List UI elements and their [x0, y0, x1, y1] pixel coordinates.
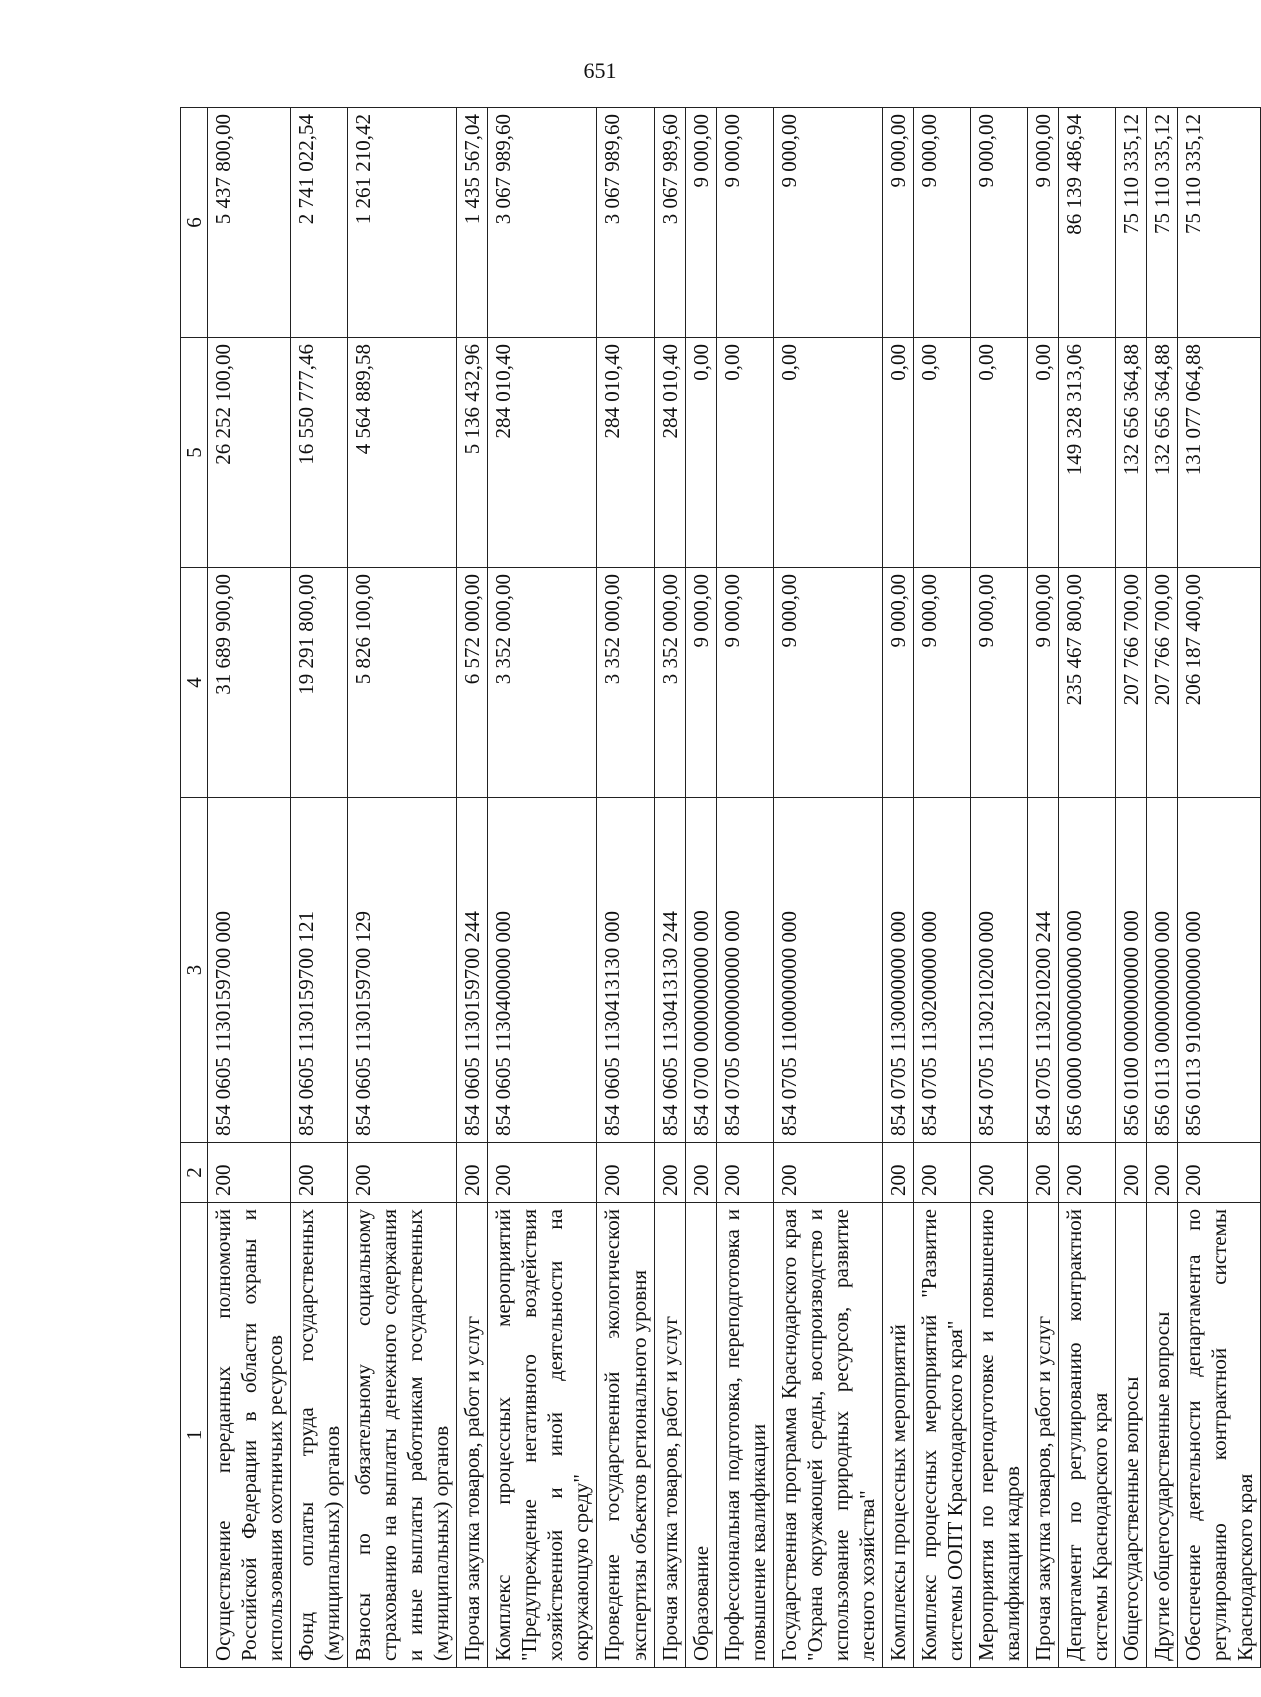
table-body — [208, 108, 1261, 1668]
row-value-6: 86 139 486,94 — [1058, 108, 1115, 338]
row-value-5: 16 550 777,46 — [291, 338, 348, 568]
row-code: 200 — [773, 1143, 882, 1203]
table-row — [773, 108, 882, 1668]
table-row — [1147, 108, 1178, 1668]
table-row — [488, 108, 597, 1668]
table-row — [1116, 108, 1147, 1668]
row-budget-code: 854 0605 1130159700 244 — [457, 798, 488, 1143]
row-budget-code: 854 0705 1130210200 000 — [970, 798, 1027, 1143]
row-value-5: 0,00 — [913, 338, 970, 568]
row-name: Прочая закупка товаров, работ и услуг — [457, 1203, 488, 1668]
row-value-6: 9 000,00 — [685, 108, 716, 338]
row-value-5: 132 656 364,88 — [1116, 338, 1147, 568]
row-value-4: 9 000,00 — [913, 568, 970, 798]
row-budget-code: 854 0700 0000000000 000 — [685, 798, 716, 1143]
row-code: 200 — [348, 1143, 457, 1203]
row-value-6: 3 067 989,60 — [654, 108, 685, 338]
row-budget-code: 856 0000 0000000000 000 — [1058, 798, 1115, 1143]
row-value-6: 1 261 210,42 — [348, 108, 457, 338]
row-value-4: 207 766 700,00 — [1147, 568, 1178, 798]
row-value-5: 131 077 064,88 — [1178, 338, 1261, 568]
row-budget-code: 856 0113 0000000000 000 — [1147, 798, 1178, 1143]
row-budget-code: 854 0705 1130210200 244 — [1027, 798, 1058, 1143]
row-budget-code: 854 0605 1130413130 000 — [597, 798, 654, 1143]
table-row — [654, 108, 685, 1668]
row-code: 200 — [716, 1143, 773, 1203]
row-value-4: 235 467 800,00 — [1058, 568, 1115, 798]
row-code: 200 — [913, 1143, 970, 1203]
column-header: 3 — [181, 798, 208, 1143]
row-value-5: 4 564 889,58 — [348, 338, 457, 568]
row-code: 200 — [1027, 1143, 1058, 1203]
row-code: 200 — [1116, 1143, 1147, 1203]
row-code: 200 — [685, 1143, 716, 1203]
row-code: 200 — [970, 1143, 1027, 1203]
row-budget-code: 854 0605 1130159700 129 — [348, 798, 457, 1143]
table-row — [291, 108, 348, 1668]
row-budget-code: 854 0605 1130413130 244 — [654, 798, 685, 1143]
row-value-6: 1 435 567,04 — [457, 108, 488, 338]
row-code: 200 — [488, 1143, 597, 1203]
row-value-5: 149 328 313,06 — [1058, 338, 1115, 568]
row-code: 200 — [597, 1143, 654, 1203]
row-value-6: 75 110 335,12 — [1178, 108, 1261, 338]
column-header: 5 — [181, 338, 208, 568]
row-value-5: 26 252 100,00 — [208, 338, 291, 568]
row-value-5: 284 010,40 — [597, 338, 654, 568]
column-header: 2 — [181, 1143, 208, 1203]
row-value-4: 5 826 100,00 — [348, 568, 457, 798]
row-code: 200 — [654, 1143, 685, 1203]
row-value-6: 2 741 022,54 — [291, 108, 348, 338]
row-code: 200 — [882, 1143, 913, 1203]
row-budget-code: 854 0605 1130159700 000 — [208, 798, 291, 1143]
row-budget-code: 854 0705 1130200000 000 — [913, 798, 970, 1143]
row-name: Департамент по регулированию контрактной системы Краснодарского края — [1058, 1203, 1115, 1668]
row-budget-code: 854 0605 1130400000 000 — [488, 798, 597, 1143]
row-name: Мероприятия по переподготовке и повышению квалификации кадров — [970, 1203, 1027, 1668]
row-value-4: 207 766 700,00 — [1116, 568, 1147, 798]
row-code: 200 — [457, 1143, 488, 1203]
row-budget-code: 854 0705 1130000000 000 — [882, 798, 913, 1143]
row-value-5: 0,00 — [882, 338, 913, 568]
row-budget-code: 854 0705 1100000000 000 — [773, 798, 882, 1143]
row-value-5: 0,00 — [970, 338, 1027, 568]
row-name: Фонд оплаты труда государственных (муниципальных) органов — [291, 1203, 348, 1668]
row-value-5: 0,00 — [773, 338, 882, 568]
row-value-5: 284 010,40 — [654, 338, 685, 568]
row-value-4: 9 000,00 — [1027, 568, 1058, 798]
row-name: Комплексы процессных мероприятий — [882, 1203, 913, 1668]
row-value-4: 3 352 000,00 — [654, 568, 685, 798]
row-name: Комплекс процессных мероприятий "Предупреждение негативного воздействия хозяйственной и иной деятельности на окружающую среду" — [488, 1203, 597, 1668]
row-code: 200 — [1058, 1143, 1115, 1203]
row-value-4: 9 000,00 — [882, 568, 913, 798]
row-value-5: 5 136 432,96 — [457, 338, 488, 568]
row-value-6: 9 000,00 — [970, 108, 1027, 338]
table-row — [348, 108, 457, 1668]
budget-table — [180, 107, 1261, 1668]
rotated-table-container — [180, 108, 1258, 1668]
row-value-4: 6 572 000,00 — [457, 568, 488, 798]
table-row — [970, 108, 1027, 1668]
table-row — [1178, 108, 1261, 1668]
table-row — [1027, 108, 1058, 1668]
row-value-4: 206 187 400,00 — [1178, 568, 1261, 798]
column-header: 6 — [181, 108, 208, 338]
row-name: Осуществление переданных полномочий Российской Федерации в области охраны и использования охотничьих ресурсов — [208, 1203, 291, 1668]
row-value-6: 9 000,00 — [913, 108, 970, 338]
row-value-4: 9 000,00 — [685, 568, 716, 798]
row-value-6: 5 437 800,00 — [208, 108, 291, 338]
row-name: Другие общегосударственные вопросы — [1147, 1203, 1178, 1668]
row-budget-code: 856 0100 0000000000 000 — [1116, 798, 1147, 1143]
column-header: 1 — [181, 1203, 208, 1668]
row-value-6: 3 067 989,60 — [597, 108, 654, 338]
row-budget-code: 856 0113 9100000000 000 — [1178, 798, 1261, 1143]
row-value-4: 31 689 900,00 — [208, 568, 291, 798]
row-name: Образование — [685, 1203, 716, 1668]
table-row — [1058, 108, 1115, 1668]
row-budget-code: 854 0605 1130159700 121 — [291, 798, 348, 1143]
row-value-4: 3 352 000,00 — [597, 568, 654, 798]
row-name: Комплекс процессных мероприятий "Развитие системы ООПТ Краснодарского края" — [913, 1203, 970, 1668]
row-value-5: 0,00 — [1027, 338, 1058, 568]
row-value-6: 9 000,00 — [716, 108, 773, 338]
row-name: Государственная программа Краснодарского края "Охрана окружающей среды, воспроизводство и использование природных ресурсов, развитие лесного хозяйства" — [773, 1203, 882, 1668]
row-name: Проведение государственной экологической экспертизы объектов регионального уровня — [597, 1203, 654, 1668]
row-value-6: 75 110 335,12 — [1116, 108, 1147, 338]
row-value-4: 9 000,00 — [773, 568, 882, 798]
row-name: Профессиональная подготовка, переподготовка и повышение квалификации — [716, 1203, 773, 1668]
row-value-5: 132 656 364,88 — [1147, 338, 1178, 568]
row-value-6: 9 000,00 — [1027, 108, 1058, 338]
row-budget-code: 854 0705 0000000000 000 — [716, 798, 773, 1143]
table-row — [597, 108, 654, 1668]
table-row — [882, 108, 913, 1668]
row-name: Прочая закупка товаров, работ и услуг — [1027, 1203, 1058, 1668]
row-value-5: 284 010,40 — [488, 338, 597, 568]
table-row — [208, 108, 291, 1668]
row-value-4: 19 291 800,00 — [291, 568, 348, 798]
row-name: Обеспечение деятельности департамента по регулированию контрактной системы Краснодарского края — [1178, 1203, 1261, 1668]
row-value-6: 75 110 335,12 — [1147, 108, 1178, 338]
row-value-4: 9 000,00 — [716, 568, 773, 798]
row-value-5: 0,00 — [685, 338, 716, 568]
row-name: Взносы по обязательному социальному страхованию на выплаты денежного содержания и иные выплаты работникам государственных (муниципальных) органов — [348, 1203, 457, 1668]
row-value-6: 9 000,00 — [882, 108, 913, 338]
row-code: 200 — [1147, 1143, 1178, 1203]
row-value-4: 9 000,00 — [970, 568, 1027, 798]
row-value-4: 3 352 000,00 — [488, 568, 597, 798]
table-row — [685, 108, 716, 1668]
row-name: Прочая закупка товаров, работ и услуг — [654, 1203, 685, 1668]
table-row — [457, 108, 488, 1668]
row-value-6: 9 000,00 — [773, 108, 882, 338]
row-value-6: 3 067 989,60 — [488, 108, 597, 338]
row-name: Общегосударственные вопросы — [1116, 1203, 1147, 1668]
row-code: 200 — [291, 1143, 348, 1203]
table-row — [716, 108, 773, 1668]
header-row — [181, 108, 208, 1668]
row-value-5: 0,00 — [716, 338, 773, 568]
row-code: 200 — [208, 1143, 291, 1203]
table-row — [913, 108, 970, 1668]
page-number: 651 — [583, 58, 617, 83]
row-code: 200 — [1178, 1143, 1261, 1203]
column-header: 4 — [181, 568, 208, 798]
